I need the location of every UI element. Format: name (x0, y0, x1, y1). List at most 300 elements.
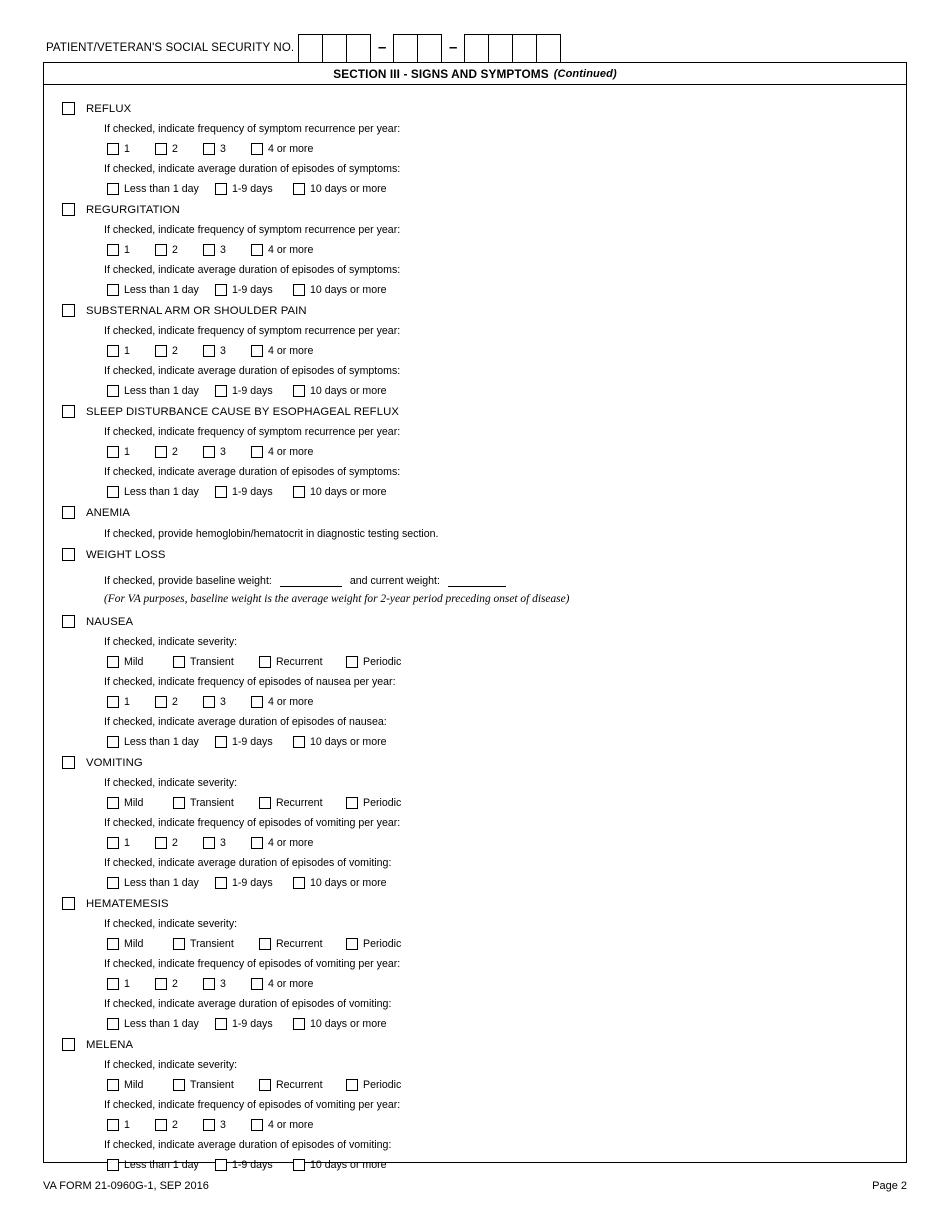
checkbox-icon[interactable] (107, 244, 119, 256)
frequency-option[interactable] (203, 244, 251, 256)
checkbox-icon[interactable] (107, 978, 119, 990)
severity-option-label: Transient (190, 937, 234, 950)
severity-option-label: Recurrent (276, 1078, 323, 1091)
severity-option-label: Periodic (363, 937, 402, 950)
checkbox-icon[interactable] (203, 446, 215, 458)
frequency-option-label: 4 or more (268, 142, 314, 155)
checkbox-icon[interactable] (107, 446, 119, 458)
frequency-option-label: 1 (124, 344, 130, 357)
checkbox-icon[interactable] (293, 877, 305, 889)
checkbox-icon[interactable] (62, 304, 75, 317)
checkbox-icon[interactable] (215, 284, 227, 296)
symptom-title: ANEMIA (86, 506, 130, 519)
checkbox-icon[interactable] (251, 696, 263, 708)
checkbox-icon[interactable] (155, 244, 167, 256)
duration-prompt: If checked, indicate average duration of episodes of symptoms: (104, 263, 401, 276)
duration-row (44, 380, 906, 401)
frequency-option[interactable] (203, 345, 251, 357)
frequency-option[interactable] (155, 446, 203, 458)
severity-option[interactable] (173, 938, 259, 950)
page-footer (43, 1180, 907, 1192)
checkbox-icon[interactable] (107, 736, 119, 748)
symptom-block (44, 611, 906, 752)
frequency-option[interactable] (203, 696, 251, 708)
frequency-row (44, 973, 906, 994)
frequency-option-label: 3 (220, 695, 226, 708)
frequency-option-label: 4 or more (268, 1118, 314, 1131)
ssn-digit-box[interactable] (323, 35, 347, 62)
severity-option[interactable] (107, 656, 173, 668)
symptom-title: MELENA (86, 1038, 134, 1051)
ssn-digit-box[interactable] (347, 35, 371, 62)
section-continued-label: (Continued) (553, 67, 617, 80)
duration-option[interactable] (107, 486, 215, 498)
checkbox-icon[interactable] (173, 1079, 185, 1091)
checkbox-icon[interactable] (107, 837, 119, 849)
duration-option[interactable] (215, 486, 293, 498)
checkbox-icon[interactable] (215, 1159, 227, 1171)
page-number-label: Page 2 (872, 1180, 907, 1192)
checkbox-icon[interactable] (173, 797, 185, 809)
checkbox-icon[interactable] (215, 183, 227, 195)
symptom-block (44, 199, 906, 300)
frequency-option[interactable] (155, 696, 203, 708)
section-header (44, 63, 906, 85)
frequency-row (44, 1114, 906, 1135)
checkbox-icon[interactable] (203, 143, 215, 155)
symptom-block (44, 502, 906, 544)
frequency-option[interactable] (251, 837, 313, 849)
symptom-checkbox-row[interactable] (44, 98, 906, 119)
checkbox-icon[interactable] (62, 506, 75, 519)
checkbox-icon[interactable] (215, 486, 227, 498)
frequency-option[interactable] (107, 696, 155, 708)
checkbox-icon[interactable] (62, 897, 75, 910)
duration-option[interactable] (293, 284, 387, 296)
checkbox-icon[interactable] (293, 1159, 305, 1171)
checkbox-icon[interactable] (203, 696, 215, 708)
duration-option[interactable] (107, 183, 215, 195)
checkbox-icon[interactable] (107, 1159, 119, 1171)
symptom-checkbox-row[interactable] (44, 611, 906, 632)
frequency-option[interactable] (251, 446, 313, 458)
checkbox-icon[interactable] (251, 446, 263, 458)
checkbox-icon[interactable] (107, 385, 119, 397)
duration-option[interactable] (215, 183, 293, 195)
weight-entry-row (44, 565, 906, 587)
ssn-group-serial (464, 34, 561, 63)
symptom-checkbox-row[interactable] (44, 401, 906, 422)
ssn-digit-box[interactable] (418, 35, 442, 62)
checkbox-icon[interactable] (203, 837, 215, 849)
checkbox-icon[interactable] (155, 1119, 167, 1131)
checkbox-icon[interactable] (155, 143, 167, 155)
frequency-option-label: 2 (172, 445, 178, 458)
duration-option-label: 10 days or more (310, 384, 387, 397)
symptom-block (44, 893, 906, 1034)
frequency-option[interactable] (251, 143, 313, 155)
duration-row (44, 481, 906, 502)
duration-option[interactable] (107, 736, 215, 748)
checkbox-icon[interactable] (107, 284, 119, 296)
frequency-option-label: 4 or more (268, 836, 314, 849)
duration-option-label: 10 days or more (310, 1158, 387, 1171)
ssn-boxes (298, 34, 561, 63)
ssn-digit-box[interactable] (465, 35, 489, 62)
severity-option-label: Transient (190, 1078, 234, 1091)
symptom-checkbox-row[interactable] (44, 300, 906, 321)
anemia-instruction: If checked, provide hemoglobin/hematocrit in diagnostic testing section. (104, 527, 439, 540)
checkbox-icon[interactable] (107, 656, 119, 668)
frequency-row (44, 832, 906, 853)
checkbox-icon[interactable] (155, 696, 167, 708)
frequency-option[interactable] (107, 978, 155, 990)
severity-prompt: If checked, indicate severity: (104, 635, 238, 648)
frequency-prompt: If checked, indicate frequency of episodes of vomiting per year: (104, 1098, 401, 1111)
checkbox-icon[interactable] (173, 656, 185, 668)
frequency-option-label: 1 (124, 977, 130, 990)
checkbox-icon[interactable] (107, 143, 119, 155)
weight-definition-note: (For VA purposes, baseline weight is the average weight for 2-year period preceding onset of disease) (104, 593, 570, 605)
frequency-prompt: If checked, indicate frequency of episodes of vomiting per year: (104, 816, 401, 829)
duration-option[interactable] (293, 1018, 387, 1030)
severity-option[interactable] (259, 656, 346, 668)
duration-option[interactable] (107, 284, 215, 296)
duration-option-label: Less than 1 day (124, 876, 199, 889)
checkbox-icon[interactable] (107, 486, 119, 498)
severity-option-label: Transient (190, 796, 234, 809)
duration-option[interactable] (293, 385, 387, 397)
severity-option[interactable] (346, 797, 401, 809)
checkbox-icon[interactable] (215, 877, 227, 889)
frequency-option-label: 4 or more (268, 977, 314, 990)
checkbox-icon[interactable] (155, 446, 167, 458)
severity-prompt: If checked, indicate severity: (104, 1058, 238, 1071)
checkbox-icon[interactable] (346, 797, 358, 809)
frequency-option-label: 1 (124, 445, 130, 458)
ssn-group-area (298, 34, 371, 63)
frequency-option-label: 3 (220, 344, 226, 357)
frequency-option-label: 1 (124, 1118, 130, 1131)
duration-option[interactable] (215, 877, 293, 889)
frequency-row (44, 340, 906, 361)
severity-option-label: Recurrent (276, 937, 323, 950)
frequency-row (44, 691, 906, 712)
duration-option-label: 10 days or more (310, 485, 387, 498)
checkbox-icon[interactable] (155, 837, 167, 849)
symptom-checkbox-row[interactable] (44, 199, 906, 220)
frequency-prompt: If checked, indicate frequency of symptom recurrence per year: (104, 122, 401, 135)
duration-option-label: 1-9 days (232, 1158, 273, 1171)
duration-prompt: If checked, indicate average duration of episodes of symptoms: (104, 465, 401, 478)
duration-option[interactable] (107, 1018, 215, 1030)
frequency-row (44, 239, 906, 260)
frequency-option[interactable] (155, 143, 203, 155)
severity-option[interactable] (107, 1079, 173, 1091)
symptom-title: HEMATEMESIS (86, 897, 169, 910)
checkbox-icon[interactable] (107, 183, 119, 195)
frequency-option[interactable] (251, 978, 313, 990)
frequency-prompt: If checked, indicate frequency of symptom recurrence per year: (104, 223, 401, 236)
duration-option-label: 1-9 days (232, 283, 273, 296)
ssn-digit-box[interactable] (299, 35, 323, 62)
checkbox-icon[interactable] (62, 102, 75, 115)
duration-option[interactable] (107, 1159, 215, 1171)
frequency-option[interactable] (107, 837, 155, 849)
duration-row (44, 1013, 906, 1034)
severity-option[interactable] (259, 797, 346, 809)
duration-row (44, 279, 906, 300)
duration-option[interactable] (215, 1159, 293, 1171)
duration-option[interactable] (215, 1018, 293, 1030)
checkbox-icon[interactable] (251, 837, 263, 849)
duration-option-label: Less than 1 day (124, 1158, 199, 1171)
frequency-option[interactable] (107, 1119, 155, 1131)
frequency-option[interactable] (155, 978, 203, 990)
frequency-prompt: If checked, indicate frequency of episodes of nausea per year: (104, 675, 396, 688)
frequency-prompt: If checked, indicate frequency of symptom recurrence per year: (104, 425, 401, 438)
frequency-option[interactable] (203, 978, 251, 990)
severity-option-label: Transient (190, 655, 234, 668)
frequency-option-label: 3 (220, 243, 226, 256)
duration-row (44, 1154, 906, 1175)
frequency-option-label: 4 or more (268, 243, 314, 256)
checkbox-icon[interactable] (203, 1119, 215, 1131)
duration-option-label: 1-9 days (232, 182, 273, 195)
checkbox-icon[interactable] (173, 938, 185, 950)
frequency-option-label: 2 (172, 1118, 178, 1131)
checkbox-icon[interactable] (251, 978, 263, 990)
duration-option-label: 1-9 days (232, 384, 273, 397)
frequency-option[interactable] (203, 837, 251, 849)
frequency-option[interactable] (251, 696, 313, 708)
duration-option-label: Less than 1 day (124, 182, 199, 195)
frequency-option-label: 2 (172, 977, 178, 990)
ssn-label: PATIENT/VETERAN'S SOCIAL SECURITY NO. (46, 41, 295, 54)
frequency-option[interactable] (251, 244, 313, 256)
severity-option[interactable] (173, 656, 259, 668)
frequency-option-label: 3 (220, 977, 226, 990)
severity-option[interactable] (259, 938, 346, 950)
duration-option[interactable] (293, 486, 387, 498)
ssn-field-row (46, 33, 561, 63)
frequency-option-label: 4 or more (268, 344, 314, 357)
severity-option-label: Periodic (363, 1078, 402, 1091)
frequency-option-label: 3 (220, 1118, 226, 1131)
severity-option[interactable] (107, 797, 173, 809)
frequency-option[interactable] (155, 345, 203, 357)
checkbox-icon[interactable] (293, 183, 305, 195)
frequency-option-label: 4 or more (268, 445, 314, 458)
checkbox-icon[interactable] (155, 978, 167, 990)
severity-option[interactable] (259, 1079, 346, 1091)
frequency-option-label: 2 (172, 142, 178, 155)
frequency-option-label: 2 (172, 344, 178, 357)
symptom-checkbox-row[interactable] (44, 502, 906, 523)
symptom-checkbox-row[interactable] (44, 893, 906, 914)
duration-option-label: 1-9 days (232, 1017, 273, 1030)
symptom-block (44, 544, 906, 611)
duration-option-label: 10 days or more (310, 182, 387, 195)
baseline-weight-input[interactable] (280, 574, 342, 587)
checkbox-icon[interactable] (293, 385, 305, 397)
severity-option-label: Periodic (363, 796, 402, 809)
symptom-checkbox-row[interactable] (44, 544, 906, 565)
checkbox-icon[interactable] (107, 345, 119, 357)
checkbox-icon[interactable] (62, 756, 75, 769)
ssn-digit-box[interactable] (537, 35, 561, 62)
checkbox-icon[interactable] (107, 1119, 119, 1131)
duration-option-label: Less than 1 day (124, 735, 199, 748)
severity-option[interactable] (346, 1079, 401, 1091)
frequency-prompt: If checked, indicate frequency of episodes of vomiting per year: (104, 957, 401, 970)
symptom-block (44, 98, 906, 199)
ssn-digit-box[interactable] (394, 35, 418, 62)
frequency-option[interactable] (107, 244, 155, 256)
duration-option[interactable] (215, 385, 293, 397)
duration-option-label: 10 days or more (310, 283, 387, 296)
severity-option[interactable] (346, 656, 401, 668)
baseline-weight-label: If checked, provide baseline weight: (104, 575, 272, 587)
severity-option[interactable] (107, 938, 173, 950)
checkbox-icon[interactable] (259, 797, 271, 809)
symptom-title: REFLUX (86, 102, 132, 115)
duration-option[interactable] (215, 284, 293, 296)
section-iii-box (43, 62, 907, 1171)
duration-option[interactable] (215, 736, 293, 748)
form-id-label: VA FORM 21-0960G-1, SEP 2016 (43, 1180, 209, 1192)
frequency-option[interactable] (203, 1119, 251, 1131)
severity-row (44, 1074, 906, 1095)
severity-prompt: If checked, indicate severity: (104, 776, 238, 789)
duration-option-label: 10 days or more (310, 735, 387, 748)
checkbox-icon[interactable] (62, 405, 75, 418)
frequency-option[interactable] (251, 345, 313, 357)
checkbox-icon[interactable] (293, 284, 305, 296)
duration-option-label: 10 days or more (310, 876, 387, 889)
frequency-option[interactable] (107, 143, 155, 155)
checkbox-icon[interactable] (107, 877, 119, 889)
checkbox-icon[interactable] (346, 1079, 358, 1091)
frequency-option[interactable] (155, 244, 203, 256)
duration-row (44, 872, 906, 893)
frequency-option[interactable] (203, 143, 251, 155)
current-weight-label: and current weight: (349, 575, 440, 587)
checkbox-icon[interactable] (107, 938, 119, 950)
frequency-option[interactable] (203, 446, 251, 458)
symptom-title: SLEEP DISTURBANCE CAUSE BY ESOPHAGEAL REFLUX (86, 405, 400, 418)
duration-option[interactable] (293, 1159, 387, 1171)
severity-option-label: Recurrent (276, 655, 323, 668)
checkbox-icon[interactable] (62, 615, 75, 628)
ssn-digit-box[interactable] (513, 35, 537, 62)
symptom-block (44, 300, 906, 401)
frequency-option[interactable] (155, 1119, 203, 1131)
checkbox-icon[interactable] (259, 938, 271, 950)
checkbox-icon[interactable] (203, 345, 215, 357)
frequency-prompt: If checked, indicate frequency of symptom recurrence per year: (104, 324, 401, 337)
symptom-checkbox-row[interactable] (44, 752, 906, 773)
checkbox-icon[interactable] (62, 1038, 75, 1051)
checkbox-icon[interactable] (62, 548, 75, 561)
checkbox-icon[interactable] (346, 656, 358, 668)
frequency-option[interactable] (155, 837, 203, 849)
checkbox-icon[interactable] (259, 1079, 271, 1091)
checkbox-icon[interactable] (215, 385, 227, 397)
duration-prompt: If checked, indicate average duration of episodes of vomiting: (104, 997, 392, 1010)
frequency-option-label: 1 (124, 142, 130, 155)
severity-prompt: If checked, indicate severity: (104, 917, 238, 930)
duration-option[interactable] (293, 877, 387, 889)
duration-prompt: If checked, indicate average duration of episodes of nausea: (104, 715, 387, 728)
severity-option[interactable] (173, 1079, 259, 1091)
symptom-title: SUBSTERNAL ARM OR SHOULDER PAIN (86, 304, 307, 317)
severity-option[interactable] (173, 797, 259, 809)
checkbox-icon[interactable] (293, 486, 305, 498)
frequency-option[interactable] (107, 345, 155, 357)
checkbox-icon[interactable] (251, 143, 263, 155)
checkbox-icon[interactable] (251, 244, 263, 256)
checkbox-icon[interactable] (203, 244, 215, 256)
duration-prompt: If checked, indicate average duration of episodes of symptoms: (104, 162, 401, 175)
checkbox-icon[interactable] (293, 1018, 305, 1030)
severity-option-label: Mild (124, 796, 144, 809)
severity-option-label: Mild (124, 655, 144, 668)
checkbox-icon[interactable] (259, 656, 271, 668)
symptom-title: REGURGITATION (86, 203, 180, 216)
duration-option-label: 1-9 days (232, 735, 273, 748)
section-title: SECTION III - SIGNS AND SYMPTOMS (333, 66, 549, 81)
duration-option-label: Less than 1 day (124, 283, 199, 296)
checkbox-icon[interactable] (215, 1018, 227, 1030)
severity-row (44, 933, 906, 954)
symptom-checkbox-row[interactable] (44, 1034, 906, 1055)
checkbox-icon[interactable] (251, 345, 263, 357)
checkbox-icon[interactable] (107, 1018, 119, 1030)
frequency-option-label: 3 (220, 142, 226, 155)
checkbox-icon[interactable] (346, 938, 358, 950)
frequency-option[interactable] (107, 446, 155, 458)
checkbox-icon[interactable] (203, 978, 215, 990)
duration-prompt: If checked, indicate average duration of episodes of symptoms: (104, 364, 401, 377)
duration-option-label: Less than 1 day (124, 384, 199, 397)
current-weight-input[interactable] (448, 574, 506, 587)
severity-option-label: Mild (124, 937, 144, 950)
frequency-option[interactable] (251, 1119, 313, 1131)
frequency-option-label: 2 (172, 695, 178, 708)
ssn-digit-box[interactable] (489, 35, 513, 62)
checkbox-icon[interactable] (107, 696, 119, 708)
duration-option-label: Less than 1 day (124, 485, 199, 498)
frequency-row (44, 138, 906, 159)
checkbox-icon[interactable] (107, 797, 119, 809)
duration-option[interactable] (107, 877, 215, 889)
duration-option[interactable] (293, 736, 387, 748)
checkbox-icon[interactable] (107, 1079, 119, 1091)
severity-option[interactable] (346, 938, 401, 950)
checkbox-icon[interactable] (62, 203, 75, 216)
checkbox-icon[interactable] (251, 1119, 263, 1131)
duration-option[interactable] (107, 385, 215, 397)
ssn-dash: – (449, 38, 458, 56)
ssn-group-group (393, 34, 442, 63)
duration-option-label: 1-9 days (232, 876, 273, 889)
duration-option[interactable] (293, 183, 387, 195)
duration-option-label: Less than 1 day (124, 1017, 199, 1030)
checkbox-icon[interactable] (155, 345, 167, 357)
checkbox-icon[interactable] (293, 736, 305, 748)
checkbox-icon[interactable] (215, 736, 227, 748)
